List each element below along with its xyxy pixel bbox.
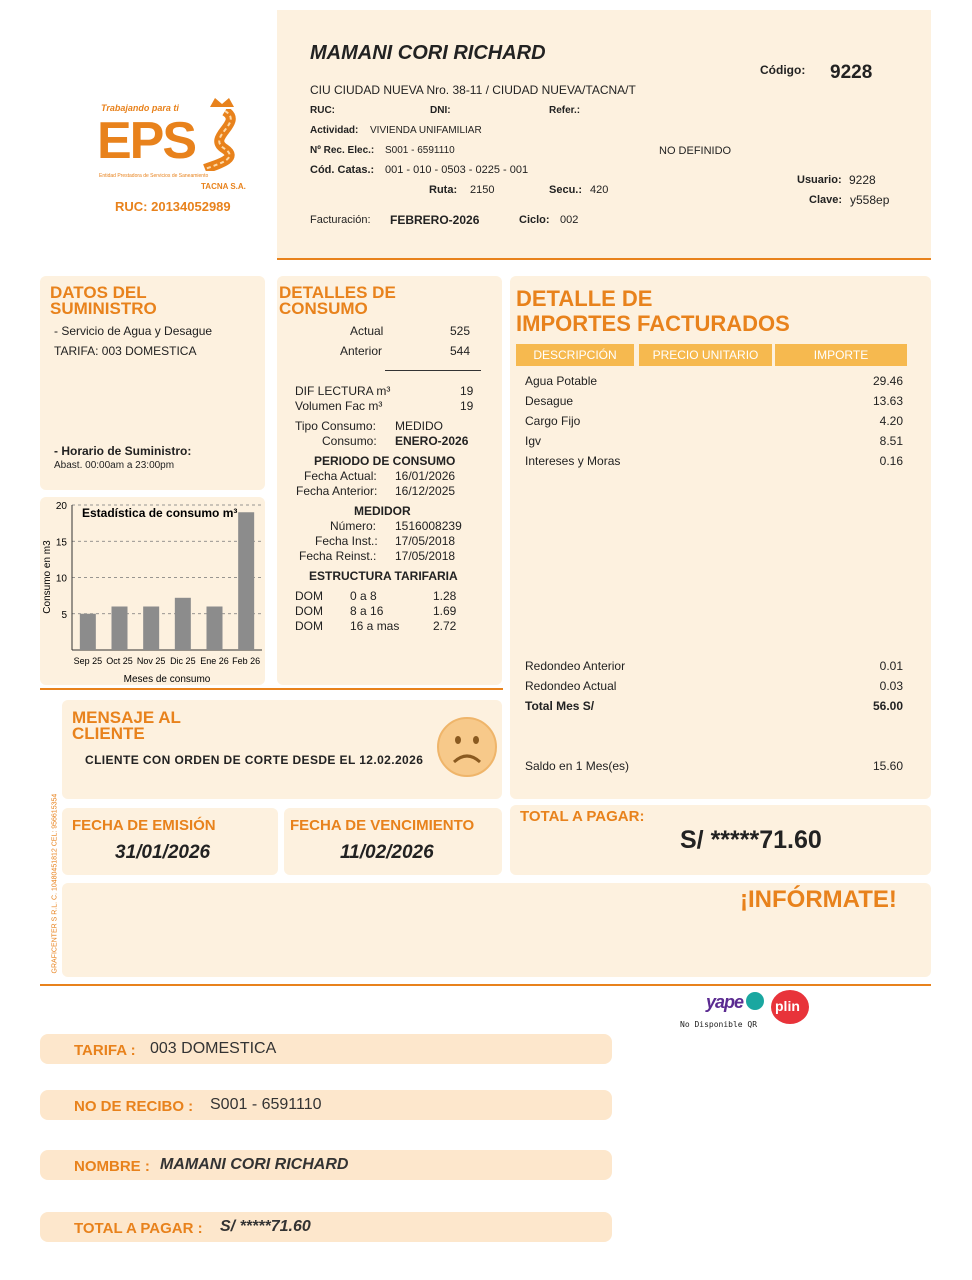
chart-title: Estadística de consumo m³ bbox=[82, 506, 238, 520]
secu-value: 420 bbox=[590, 184, 609, 196]
tarifa-cat: DOM bbox=[295, 604, 323, 618]
anterior-value: 544 bbox=[450, 344, 471, 358]
refer-label: Refer.: bbox=[549, 105, 581, 116]
catas-value: 001 - 010 - 0503 - 0225 - 001 bbox=[385, 164, 529, 176]
fecha-anterior-value: 16/12/2025 bbox=[395, 484, 456, 498]
stub-recibo bbox=[40, 1090, 612, 1120]
clave-value: y558ep bbox=[850, 193, 890, 207]
horario-value: Abast. 00:00am a 23:00pm bbox=[54, 460, 175, 471]
ruta-value: 2150 bbox=[470, 184, 495, 196]
col-precio-unitario: PRECIO UNITARIO bbox=[639, 344, 772, 366]
chart-y-label: Consumo en m3 bbox=[42, 540, 53, 614]
chart-x-tick-label: Sep 25 bbox=[73, 656, 103, 666]
ruta-label: Ruta: bbox=[429, 184, 458, 196]
header-divider bbox=[277, 258, 931, 260]
consumo-title-1: DETALLES DE bbox=[279, 283, 396, 302]
stub-tarifa-label: TARIFA : bbox=[74, 1042, 136, 1059]
yape-logo bbox=[706, 992, 764, 1018]
fecha-actual-value: 16/01/2026 bbox=[395, 469, 456, 483]
clave-label: Clave: bbox=[809, 194, 843, 206]
tarifa-range: 8 a 16 bbox=[350, 604, 384, 618]
logo-tagline: Trabajando para ti bbox=[101, 103, 179, 113]
chart-x-label: Meses de consumo bbox=[123, 674, 211, 685]
mid-divider bbox=[40, 688, 503, 690]
saldo-label: Saldo en 1 Mes(es) bbox=[525, 759, 630, 773]
logo-eps-text: EPS bbox=[97, 112, 196, 170]
periodo-title: PERIODO DE CONSUMO bbox=[314, 454, 456, 468]
chart-bar bbox=[238, 512, 254, 650]
chart-y-tick-label: 15 bbox=[55, 537, 67, 549]
dni-label: DNI: bbox=[430, 105, 451, 116]
plin-text: plin bbox=[775, 998, 800, 1014]
company-ruc: RUC: 20134052989 bbox=[115, 199, 231, 214]
stub-tarifa-value: 003 DOMESTICA bbox=[150, 1040, 277, 1057]
importe-desc: Desague bbox=[525, 394, 574, 408]
stub-total-value: S/ *****71.60 bbox=[220, 1218, 311, 1235]
codigo-value: 9228 bbox=[830, 62, 873, 83]
numero-value: 1516008239 bbox=[395, 519, 462, 533]
usuario-label: Usuario: bbox=[797, 174, 842, 186]
codigo-label: Código: bbox=[760, 63, 806, 77]
catas-label: Cód. Catas.: bbox=[310, 164, 375, 176]
importe-desc: Cargo Fijo bbox=[525, 414, 581, 428]
tarifa-text: TARIFA: 003 DOMESTICA bbox=[54, 344, 197, 358]
informate-title: ¡INFÓRMATE! bbox=[740, 886, 897, 913]
ciclo-value: 002 bbox=[560, 214, 579, 226]
yape-text: yape bbox=[706, 992, 744, 1012]
actual-value: 525 bbox=[450, 324, 471, 338]
chart-x-tick-label: Oct 25 bbox=[106, 656, 133, 666]
stub-recibo-label: NO DE RECIBO : bbox=[74, 1098, 194, 1115]
chart-y-tick-label: 5 bbox=[61, 609, 67, 621]
fecha-inst-label: Fecha Inst.: bbox=[315, 534, 378, 548]
consumption-chart bbox=[40, 497, 265, 685]
chart-x-tick-label: Nov 25 bbox=[136, 656, 166, 666]
sad-face-icon bbox=[436, 716, 498, 778]
consumo-label: Consumo: bbox=[322, 434, 377, 448]
tarifa-range: 0 a 8 bbox=[350, 589, 377, 603]
col-importe: IMPORTE bbox=[775, 344, 907, 366]
importe-desc: Igv bbox=[525, 434, 542, 448]
numero-label: Número: bbox=[330, 519, 377, 533]
chart-x-tick-label: Feb 26 bbox=[232, 656, 261, 666]
tipo-value: MEDIDO bbox=[395, 419, 443, 433]
chart-y-tick-label: 20 bbox=[55, 501, 67, 512]
usuario-value: 9228 bbox=[849, 173, 876, 187]
tipo-label: Tipo Consumo: bbox=[295, 419, 376, 433]
chart-bar bbox=[80, 614, 96, 650]
vencimiento-value: 11/02/2026 bbox=[340, 842, 434, 863]
fecha-reinst-label: Fecha Reinst.: bbox=[299, 549, 377, 563]
chart-bar bbox=[207, 607, 223, 651]
importe-amount: 4.20 bbox=[879, 414, 903, 428]
suministro-title-1: DATOS DEL bbox=[50, 283, 147, 302]
volumen-label: Volumen Fac m³ bbox=[295, 399, 383, 413]
saldo-value: 15.60 bbox=[872, 759, 903, 773]
stub-total bbox=[40, 1212, 612, 1242]
stub-nombre-label: NOMBRE : bbox=[74, 1158, 150, 1175]
chart-x-tick-label: Ene 26 bbox=[200, 656, 229, 666]
total-mes-label: Total Mes S/ bbox=[525, 699, 595, 713]
redondeo-actual-label: Redondeo Actual bbox=[525, 679, 617, 693]
tarifa-range: 16 a mas bbox=[350, 619, 400, 633]
importe-amount: 8.51 bbox=[879, 434, 903, 448]
importe-desc: Agua Potable bbox=[525, 374, 598, 388]
printer-side-text: GRAFICENTER S R.L. C. 10480451812 CEL: 956615354 bbox=[51, 793, 59, 974]
logo-subtitle: Entidad Prestadora de Servicios de Saneamiento bbox=[99, 173, 209, 179]
volumen-value: 19 bbox=[460, 399, 474, 413]
company-logo bbox=[95, 95, 265, 220]
vencimiento-label: FECHA DE VENCIMIENTO bbox=[290, 817, 475, 834]
medidor-title: MEDIDOR bbox=[354, 504, 411, 518]
customer-name: MAMANI CORI RICHARD bbox=[310, 42, 546, 64]
stub-recibo-value: S001 - 6591110 bbox=[210, 1096, 322, 1113]
facturacion-value: FEBRERO-2026 bbox=[390, 213, 480, 227]
fecha-inst-value: 17/05/2018 bbox=[395, 534, 456, 548]
suministro-title-2: SUMINISTRO bbox=[50, 299, 157, 318]
plin-logo bbox=[771, 990, 809, 1024]
consumo-sum-line bbox=[385, 370, 481, 371]
total-value: S/ *****71.60 bbox=[680, 826, 822, 854]
tarifa-cat: DOM bbox=[295, 619, 323, 633]
stub-tarifa bbox=[40, 1034, 612, 1064]
mensaje-title-1: MENSAJE AL bbox=[72, 708, 181, 727]
horario-label: - Horario de Suministro: bbox=[54, 444, 192, 458]
tarifa-cat: DOM bbox=[295, 589, 323, 603]
consumo-value: ENERO-2026 bbox=[395, 434, 469, 448]
tarifa-price: 1.69 bbox=[433, 604, 457, 618]
mensaje-title-2: CLIENTE bbox=[72, 724, 145, 743]
secu-label: Secu.: bbox=[549, 184, 583, 196]
anterior-label: Anterior bbox=[340, 344, 383, 358]
dif-value: 19 bbox=[460, 384, 474, 398]
importe-amount: 29.46 bbox=[872, 374, 903, 388]
logo-city: TACNA S.A. bbox=[201, 182, 246, 191]
actividad-value: VIVIENDA UNIFAMILIAR bbox=[370, 125, 482, 136]
facturacion-label: Facturación: bbox=[310, 214, 371, 226]
importes-title-2: IMPORTES FACTURADOS bbox=[516, 311, 790, 336]
logo-road-icon bbox=[195, 109, 255, 171]
col-descripcion: DESCRIPCIÓN bbox=[516, 344, 634, 366]
no-definido: NO DEFINIDO bbox=[659, 145, 732, 157]
total-label: TOTAL A PAGAR: bbox=[520, 808, 645, 825]
tarifa-price: 2.72 bbox=[433, 619, 457, 633]
tarifa-price: 1.28 bbox=[433, 589, 457, 603]
yape-badge-icon bbox=[746, 992, 764, 1010]
redondeo-anterior-label: Redondeo Anterior bbox=[525, 659, 626, 673]
consumo-title-2: CONSUMO bbox=[279, 299, 368, 318]
redondeo-actual-value: 0.03 bbox=[879, 679, 903, 693]
actividad-label: Actividad: bbox=[310, 125, 359, 136]
chart-bar bbox=[143, 607, 159, 651]
fecha-actual-label: Fecha Actual: bbox=[304, 469, 377, 483]
chart-y-tick-label: 10 bbox=[55, 573, 67, 585]
customer-address: CIU CIUDAD NUEVA Nro. 38-11 / CIUDAD NUEVA/TACNA/T bbox=[310, 83, 636, 97]
servicio-text: - Servicio de Agua y Desague bbox=[54, 324, 213, 338]
fecha-reinst-value: 17/05/2018 bbox=[395, 549, 456, 563]
dif-label: DIF LECTURA m³ bbox=[295, 384, 391, 398]
mensaje-text: CLIENTE CON ORDEN DE CORTE DESDE EL 12.02.2026 bbox=[85, 753, 424, 767]
rec-value: S001 - 6591110 bbox=[385, 145, 455, 156]
stub-total-label: TOTAL A PAGAR : bbox=[74, 1220, 203, 1237]
fecha-anterior-label: Fecha Anterior: bbox=[296, 484, 378, 498]
importe-amount: 0.16 bbox=[879, 454, 903, 468]
ruc-label: RUC: bbox=[310, 105, 335, 116]
rec-label: Nº Rec. Elec.: bbox=[310, 145, 375, 156]
stub-nombre bbox=[40, 1150, 612, 1180]
stub-nombre-value: MAMANI CORI RICHARD bbox=[160, 1156, 349, 1173]
importe-amount: 13.63 bbox=[872, 394, 903, 408]
importes-title-1: DETALLE DE bbox=[516, 286, 653, 311]
chart-bar bbox=[175, 598, 191, 650]
total-mes-value: 56.00 bbox=[872, 699, 903, 713]
chart-x-tick-label: Dic 25 bbox=[170, 656, 196, 666]
bottom-divider bbox=[40, 984, 931, 986]
qr-note: No Disponible QR bbox=[680, 1020, 758, 1029]
emision-value: 31/01/2026 bbox=[115, 842, 211, 863]
chart-bar bbox=[112, 607, 128, 651]
importe-desc: Intereses y Moras bbox=[525, 454, 621, 468]
ciclo-label: Ciclo: bbox=[519, 214, 550, 226]
redondeo-anterior-value: 0.01 bbox=[879, 659, 903, 673]
actual-label: Actual bbox=[350, 324, 384, 338]
estructura-title: ESTRUCTURA TARIFARIA bbox=[309, 569, 458, 583]
emision-label: FECHA DE EMISIÓN bbox=[72, 817, 216, 834]
